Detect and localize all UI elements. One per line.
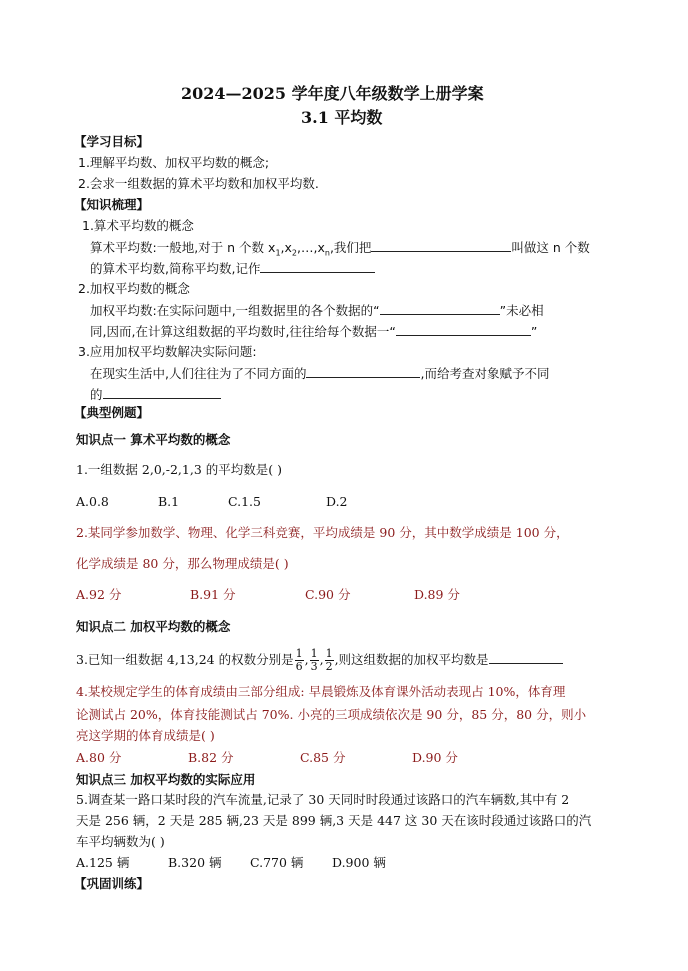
fraction xyxy=(295,648,304,673)
review-s2-line1 xyxy=(90,302,544,319)
practice-heading: 【巩固训练】 xyxy=(74,876,150,891)
option-d[interactable]: D.2 xyxy=(326,494,348,509)
goal-item-2: 2.会求一组数据的算术平均数和加权平均数. xyxy=(78,176,319,191)
review-s3-line1 xyxy=(90,365,549,382)
question-2-line2: 化学成绩是 80 分，那么物理成绩是( ) xyxy=(76,556,289,571)
subscript: n xyxy=(324,248,330,258)
option-a[interactable]: A.92 分 xyxy=(76,587,122,602)
answer-blank[interactable] xyxy=(396,323,531,336)
option-d[interactable]: D.89 分 xyxy=(414,587,460,602)
review-s3-title: 3.应用加权平均数解决实际问题: xyxy=(78,344,257,359)
text: ,则这组数据的加权平均数是 xyxy=(334,652,489,667)
fraction xyxy=(325,648,334,673)
answer-blank[interactable] xyxy=(103,386,221,399)
question-1: 1.一组数据 2,0,-2,1,3 的平均数是( ) xyxy=(76,462,282,477)
review-s1-line2 xyxy=(90,260,375,277)
question-5-line2: 天是 256 辆，2 天是 285 辆,23 天是 899 辆,3 天是 447 这 30 天在该时段通过该路口的汽 xyxy=(76,813,592,828)
subscript: 2 xyxy=(291,248,297,258)
option-a[interactable]: A.0.8 xyxy=(76,494,109,509)
review-s1-title: 1.算术平均数的概念 xyxy=(82,218,194,233)
separator: , xyxy=(304,652,309,667)
question-4-line2: 论测试占 20%，体育技能测试占 70%. 小亮的三项成绩依次是 90 分，85 分，80 分，则小 xyxy=(76,707,587,722)
question-4-line3: 亮这学期的体育成绩是( ) xyxy=(76,728,215,743)
answer-blank[interactable] xyxy=(260,260,375,273)
text: 3.已知一组数据 4,13,24 的权数分别是 xyxy=(76,652,294,667)
answer-blank[interactable] xyxy=(380,302,500,315)
question-3 xyxy=(76,645,563,675)
question-4-line1: 4.某校规定学生的体育成绩由三部分组成: 早晨锻炼及体育课外活动表现占 10%，体育理 xyxy=(76,684,566,699)
review-s2-line2 xyxy=(90,323,537,340)
answer-blank[interactable] xyxy=(371,239,511,252)
denominator: 6 xyxy=(295,660,303,673)
text: ” xyxy=(530,324,538,339)
text: 叫做这 n 个数 xyxy=(511,240,590,255)
lesson-subtitle: 3.1 平均数 xyxy=(301,108,383,127)
question-5-line3: 车平均辆数为( ) xyxy=(76,834,165,849)
separator: , xyxy=(319,652,324,667)
option-b[interactable]: B.1 xyxy=(158,494,180,509)
text: ”未必相 xyxy=(499,303,544,318)
denominator: 3 xyxy=(310,660,318,673)
denominator: 2 xyxy=(325,660,333,673)
option-a[interactable]: A.125 辆 xyxy=(76,855,130,870)
text: 的 xyxy=(90,387,103,402)
option-b[interactable]: B.320 辆 xyxy=(168,855,222,870)
option-c[interactable]: C.1.5 xyxy=(228,494,261,509)
kp1-heading: 知识点一 算术平均数的概念 xyxy=(76,432,231,447)
option-c[interactable]: C.85 分 xyxy=(300,750,346,765)
question-5-line1: 5.调查某一路口某时段的汽车流量,记录了 30 天同时时段通过该路口的汽车辆数,其中有 2 xyxy=(76,792,570,807)
text: ,而给考查对象赋予不同 xyxy=(420,366,550,381)
text: ,…,x xyxy=(297,240,325,255)
fraction xyxy=(310,648,319,673)
text: 加权平均数:在实际问题中,一组数据里的各个数据的“ xyxy=(90,303,380,318)
text: 算术平均数:一般地,对于 n 个数 x xyxy=(90,240,276,255)
goals-heading: 【学习目标】 xyxy=(74,134,150,149)
subscript: 1 xyxy=(275,248,281,258)
review-s3-line2 xyxy=(90,386,221,403)
text: ,我们把 xyxy=(329,240,372,255)
question-2-line1: 2.某同学参加数学、物理、化学三科竞赛，平均成绩是 90 分，其中数学成绩是 100 分， xyxy=(76,525,569,540)
text: ,x xyxy=(280,240,292,255)
text: 在现实生活中,人们往往为了不同方面的 xyxy=(90,366,307,381)
numerator: 1 xyxy=(325,647,333,660)
option-c[interactable]: C.90 分 xyxy=(305,587,351,602)
goal-item-1: 1.理解平均数、加权平均数的概念; xyxy=(78,155,270,170)
review-heading: 【知识梳理】 xyxy=(74,197,150,212)
answer-blank[interactable] xyxy=(306,365,420,378)
page-title: 2024—2025 学年度八年级数学上册学案 xyxy=(181,84,484,103)
kp2-heading: 知识点二 加权平均数的概念 xyxy=(76,619,231,634)
text: 的算术平均数,简称平均数,记作 xyxy=(90,261,261,276)
review-s1-line1 xyxy=(90,239,590,256)
answer-blank[interactable] xyxy=(489,651,563,664)
option-c[interactable]: C.770 辆 xyxy=(250,855,304,870)
numerator: 1 xyxy=(310,647,318,660)
review-s2-title: 2.加权平均数的概念 xyxy=(78,281,190,296)
option-d[interactable]: D.90 分 xyxy=(412,750,458,765)
option-d[interactable]: D.900 辆 xyxy=(332,855,386,870)
text: 同,因而,在计算这组数据的平均数时,往往给每个数据一“ xyxy=(90,324,396,339)
option-a[interactable]: A.80 分 xyxy=(76,750,122,765)
kp3-heading: 知识点三 加权平均数的实际应用 xyxy=(76,772,256,787)
examples-heading: 【典型例题】 xyxy=(74,405,150,420)
option-b[interactable]: B.91 分 xyxy=(190,587,236,602)
option-b[interactable]: B.82 分 xyxy=(188,750,234,765)
numerator: 1 xyxy=(295,647,303,660)
